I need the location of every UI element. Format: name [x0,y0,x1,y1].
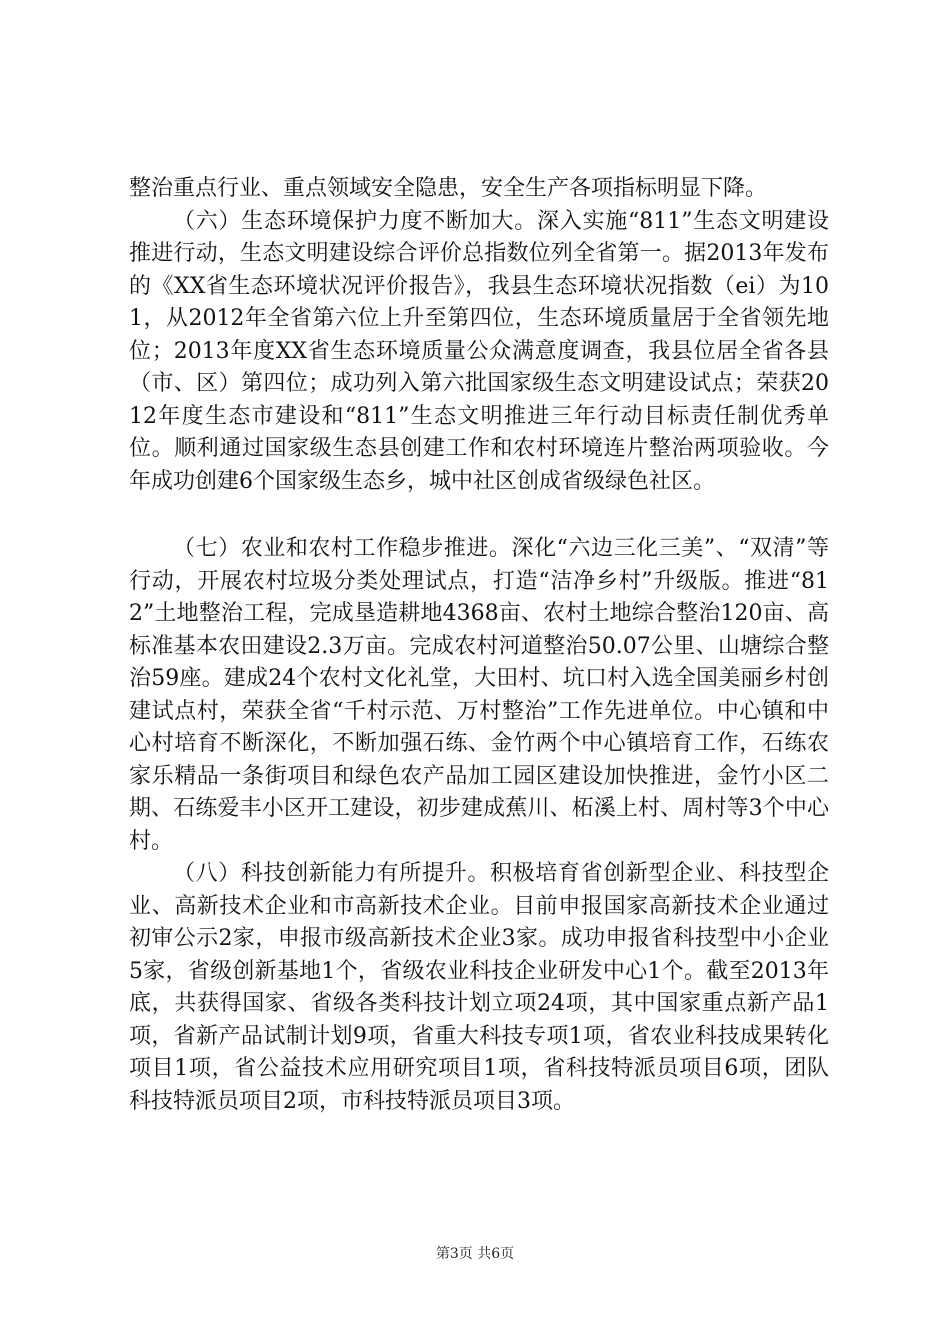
document-body [129,173,829,1118]
paragraph-technology: （八）科技创新能力有所提升。积极培育省创新型企业、科技型企业、高新技术企业和市高新技术企业。目前申报国家高新技术企业通过初审公示2家，申报市级高新技术企业3家。成功申报省科技型中小企业5家，省级创新基地1个，省级农业科技企业研发中心1个。截至2013年底，共获得国家、省级各类科技计划立项24项，其中国家重点新产品1项，省新产品试制计划9项，省重大科技专项1项，省农业科技成果转化项目1项，省公益技术应用研究项目1项，省科技特派员项目6项，团队科技特派员项目2项，市科技特派员项目3项。 [129,861,829,1114]
paragraph-continuation: 整治重点行业、重点领域安全隐患，安全生产各项指标明显下降。 [129,176,768,201]
page-number-footer: 第3页 共6页 [435,1246,515,1262]
paragraph-ecology: （六）生态环境保护力度不断加大。深入实施“811”生态文明建设推进行动，生态文明建设综合评价总指数位列全省第一。据2013年发布的《XX省生态环境状况评价报告》，我县生态环境状况指数（ei）为101，从2012年全省第六位上升至第四位，生态环境质量居于全省领先地位；2013年度XX省生态环境质量公众满意度调查，我县位居全省各县（市、区）第四位；成功列入第六批国家级生态文明建设试点；荣获2012年度生态市建设和“811”生态文明推进三年行动目标责任制优秀单位。顺利通过国家级生态县创建工作和农村环境连片整治两项验收。今年成功创建6个国家级生态乡，城中社区创成省级绿色社区。 [129,208,829,494]
paragraph-agriculture: （七）农业和农村工作稳步推进。深化“六边三化三美”、“双清”等行动，开展农村垃圾分类处理试点，打造“洁净乡村”升级版。推进“812”土地整治工程，完成垦造耕地4368亩、农村土地综合整治120亩、高标准基本农田建设2.3万亩。完成农村河道整治50.07公里、山塘综合整治59座。建成24个农村文化礼堂，大田村、坑口村入选全国美丽乡村创建试点村，荣获全省“千村示范、万村整治”工作先进单位。中心镇和中心村培育不断深化，不断加强石练、金竹两个中心镇培育工作，石练农家乐精品一条街项目和绿色农产品加工园区建设加快推进，金竹小区二期、石练爱丰小区开工建设，初步建成蕉川、柘溪上村、周村等3个中心村。 [129,536,829,854]
